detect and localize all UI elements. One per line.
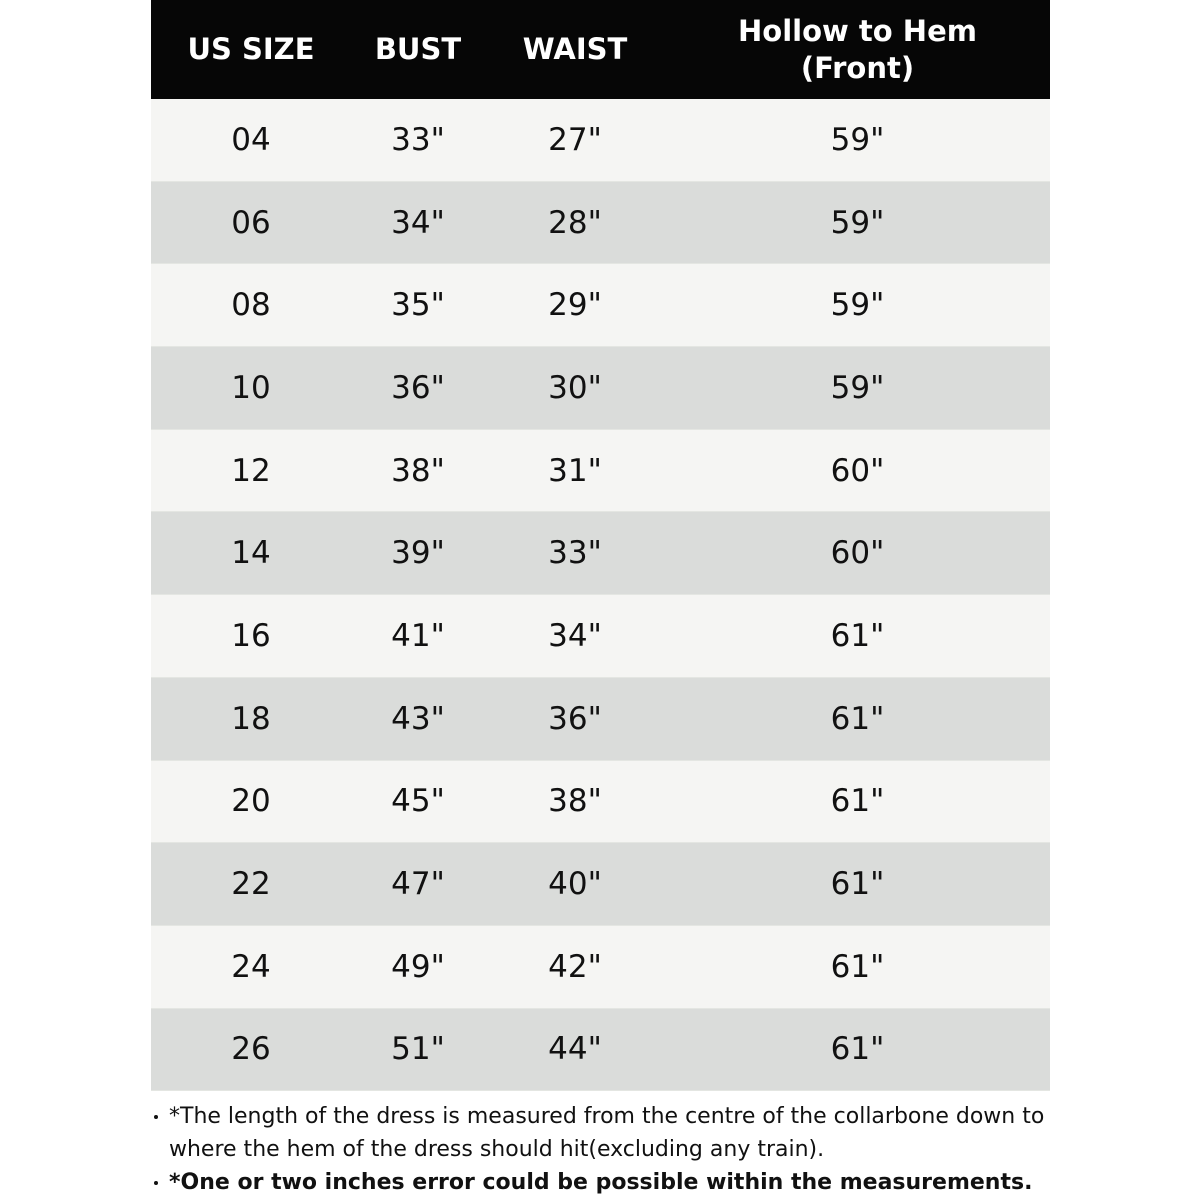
table-row	[151, 843, 1050, 926]
table-row	[151, 99, 1050, 182]
bullet-icon	[154, 1115, 158, 1119]
cell-bust: 34"	[391, 204, 445, 241]
table-row	[151, 761, 1050, 844]
cell-hollow-to-hem: 59"	[830, 287, 885, 324]
cell-hollow-to-hem: 60"	[830, 535, 885, 572]
table-row	[151, 430, 1050, 513]
table-row	[151, 595, 1050, 678]
table-header	[151, 0, 1050, 99]
table-row	[151, 182, 1050, 265]
table-row	[151, 678, 1050, 761]
note-item	[150, 1100, 1050, 1166]
cell-size: 22	[231, 866, 271, 903]
cell-bust: 43"	[391, 700, 445, 737]
table-row	[151, 1009, 1050, 1092]
cell-waist: 36"	[548, 700, 602, 737]
note-text: *The length of the dress is measured from the centre of the collarbone down to where the hem of the dress should hit(excluding any train).	[169, 1104, 1045, 1162]
cell-bust: 51"	[391, 1031, 445, 1068]
cell-size: 24	[231, 948, 271, 985]
cell-bust: 35"	[391, 287, 445, 324]
cell-hollow-to-hem: 61"	[830, 948, 885, 985]
cell-waist: 40"	[548, 866, 602, 903]
cell-size: 06	[231, 204, 271, 241]
cell-size: 14	[231, 535, 271, 572]
note-item	[150, 1166, 1050, 1199]
cell-size: 16	[231, 617, 271, 654]
table-row	[151, 347, 1050, 430]
table-row	[151, 264, 1050, 347]
header-us-size: US SIZE	[187, 32, 315, 66]
cell-waist: 27"	[548, 121, 602, 158]
cell-hollow-to-hem: 59"	[830, 121, 885, 158]
cell-size: 20	[231, 783, 271, 820]
cell-waist: 38"	[548, 783, 602, 820]
cell-bust: 45"	[391, 783, 445, 820]
cell-waist: 29"	[548, 287, 602, 324]
cell-size: 12	[231, 452, 271, 489]
size-chart-table	[151, 0, 1050, 1091]
cell-waist: 34"	[548, 617, 602, 654]
cell-waist: 30"	[548, 369, 602, 406]
cell-bust: 33"	[391, 121, 445, 158]
cell-size: 18	[231, 700, 271, 737]
measurement-notes	[150, 1100, 1050, 1199]
header-bust: BUST	[374, 32, 462, 66]
cell-hollow-to-hem: 61"	[830, 700, 885, 737]
cell-bust: 36"	[391, 369, 445, 406]
table-row	[151, 926, 1050, 1009]
cell-waist: 42"	[548, 948, 602, 985]
cell-hollow-to-hem: 59"	[830, 204, 885, 241]
cell-size: 08	[231, 287, 271, 324]
cell-bust: 39"	[391, 535, 445, 572]
cell-waist: 44"	[548, 1031, 602, 1068]
cell-waist: 28"	[548, 204, 602, 241]
header-hollow-to-hem: Hollow to Hem (Front)	[738, 13, 977, 85]
cell-hollow-to-hem: 61"	[830, 866, 885, 903]
cell-size: 10	[231, 369, 271, 406]
cell-bust: 41"	[391, 617, 445, 654]
cell-hollow-to-hem: 60"	[830, 452, 885, 489]
header-waist: WAIST	[522, 32, 628, 66]
cell-size: 26	[231, 1031, 271, 1068]
cell-hollow-to-hem: 59"	[830, 369, 885, 406]
cell-bust: 47"	[391, 866, 445, 903]
cell-bust: 38"	[391, 452, 445, 489]
cell-waist: 33"	[548, 535, 602, 572]
note-text: *One or two inches error could be possible within the measurements.	[169, 1170, 1033, 1195]
cell-hollow-to-hem: 61"	[830, 617, 885, 654]
cell-waist: 31"	[548, 452, 602, 489]
cell-hollow-to-hem: 61"	[830, 783, 885, 820]
bullet-icon	[154, 1181, 158, 1185]
table-row	[151, 512, 1050, 595]
cell-bust: 49"	[391, 948, 445, 985]
cell-hollow-to-hem: 61"	[830, 1031, 885, 1068]
cell-size: 04	[231, 121, 271, 158]
